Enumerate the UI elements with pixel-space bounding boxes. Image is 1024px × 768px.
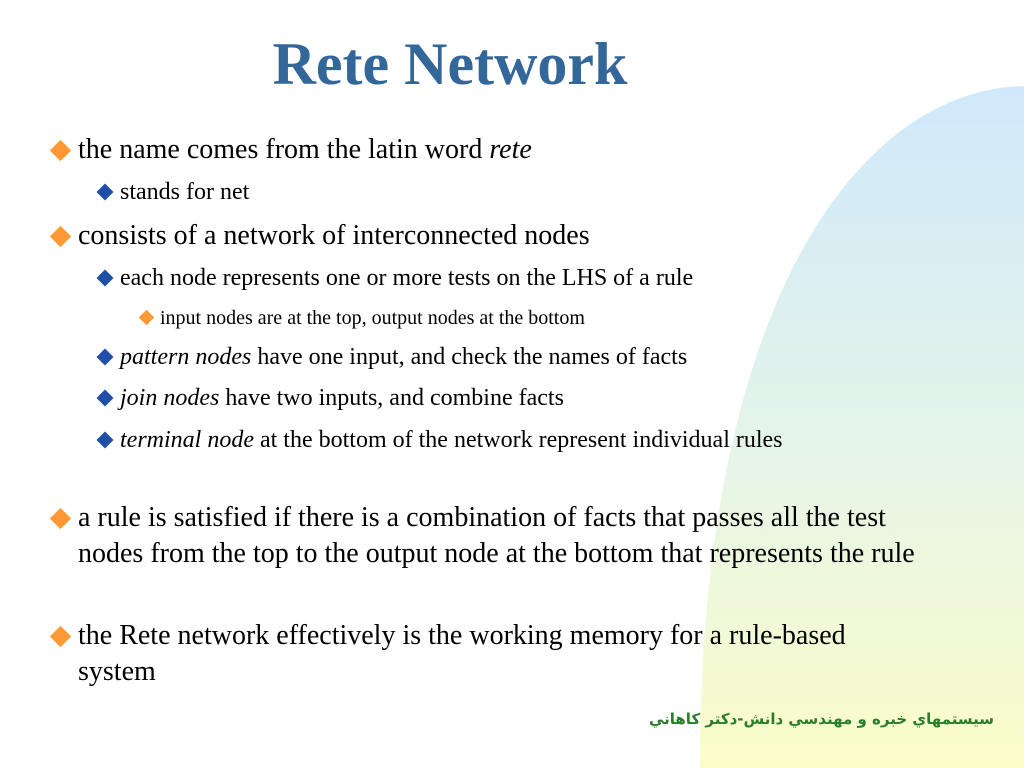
diamond-bullet-icon <box>97 270 114 287</box>
diamond-bullet-icon <box>50 508 71 529</box>
diamond-bullet-icon <box>97 432 114 449</box>
sub-bullet-item <box>96 341 926 373</box>
bullet-text: pattern nodes have one input, and check the names of facts <box>120 344 688 370</box>
bullet-text: a rule is satisfied if there is a combination of facts that passes all the test nodes from the top to the output node at the bottom that represents the rule <box>78 502 915 569</box>
bullet-item <box>50 500 930 572</box>
sub-bullet-item <box>96 382 926 414</box>
diamond-bullet-icon <box>50 140 71 161</box>
sub-sub-bullet-item <box>138 304 918 332</box>
sub-bullet-item <box>96 262 926 294</box>
diamond-bullet-icon <box>139 310 155 326</box>
sub-bullet-item <box>96 424 926 456</box>
bullet-text: the name comes from the latin word rete <box>78 134 532 165</box>
bullet-item <box>50 132 930 168</box>
bullet-text: the Rete network effectively is the working memory for a rule-based system <box>78 620 846 687</box>
bullet-text: each node represents one or more tests on the LHS of a rule <box>120 265 694 291</box>
bullet-text: input nodes are at the top, output nodes at the bottom <box>160 307 585 329</box>
bullet-text: terminal node at the bottom of the network represent individual rules <box>120 427 783 453</box>
diamond-bullet-icon <box>97 349 114 366</box>
diamond-bullet-icon <box>97 184 114 201</box>
bullet-text: consists of a network of interconnected nodes <box>78 220 590 251</box>
diamond-bullet-icon <box>50 626 71 647</box>
bullet-text: join nodes have two inputs, and combine facts <box>120 385 564 411</box>
diamond-bullet-icon <box>50 226 71 247</box>
bullet-item <box>50 218 930 254</box>
diamond-bullet-icon <box>97 390 114 407</box>
sub-bullet-item <box>96 176 926 208</box>
slide-title: Rete Network <box>272 31 628 97</box>
bullet-item <box>50 618 930 690</box>
slide-footer: سيستمهاي خبره و مهندسي دانش-دكتر كاهاني <box>648 710 994 728</box>
bullet-text: stands for net <box>120 179 250 205</box>
